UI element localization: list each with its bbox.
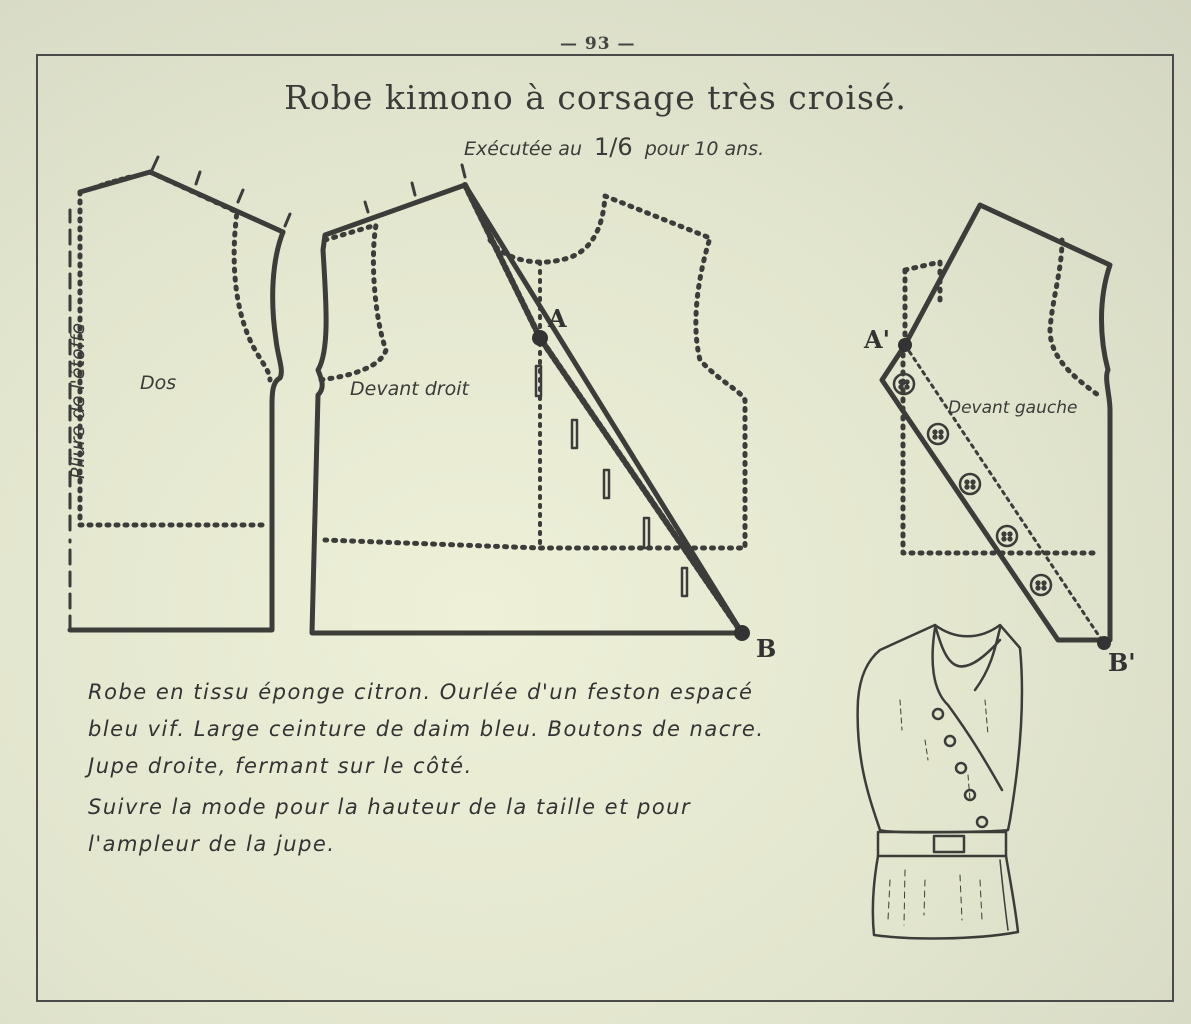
description-paragraph-1: Robe en tissu éponge citron. Ourlée d'un feston espacé bleu vif. Large ceinture de daim bleu. Boutons de nacre. Jupe droite, fermant sur le côté. bbox=[88, 680, 765, 778]
buttonholes bbox=[536, 366, 687, 596]
page-number: — 93 — bbox=[560, 34, 636, 54]
piece-label-front-left: Devant gauche bbox=[948, 398, 1078, 418]
point-b-prime-label: B' bbox=[1108, 648, 1136, 677]
description-paragraph-2: Suivre la mode pour la hauteur de la taille et pour l'ampleur de la jupe. bbox=[88, 795, 692, 856]
construction-points bbox=[532, 330, 1111, 650]
point-b-label: B bbox=[756, 634, 777, 663]
subtitle-prefix: Exécutée au bbox=[464, 138, 582, 160]
dress-description bbox=[88, 674, 808, 863]
point-a-prime-label: A' bbox=[864, 325, 890, 354]
piece-label-back: Dos bbox=[140, 372, 177, 394]
piece-label-front-right: Devant droit bbox=[350, 378, 469, 400]
fold-label: Pliure de l'étoffe bbox=[67, 322, 89, 480]
page-title: Robe kimono à corsage très croisé. bbox=[284, 78, 907, 117]
subtitle-scale: 1/6 bbox=[594, 133, 633, 161]
back-piece-outline bbox=[70, 157, 290, 630]
subtitle-suffix: pour 10 ans. bbox=[644, 138, 765, 160]
dress-illustration bbox=[858, 625, 1022, 938]
front-left-piece-outline bbox=[882, 205, 1110, 645]
point-a-label: A bbox=[548, 304, 567, 333]
